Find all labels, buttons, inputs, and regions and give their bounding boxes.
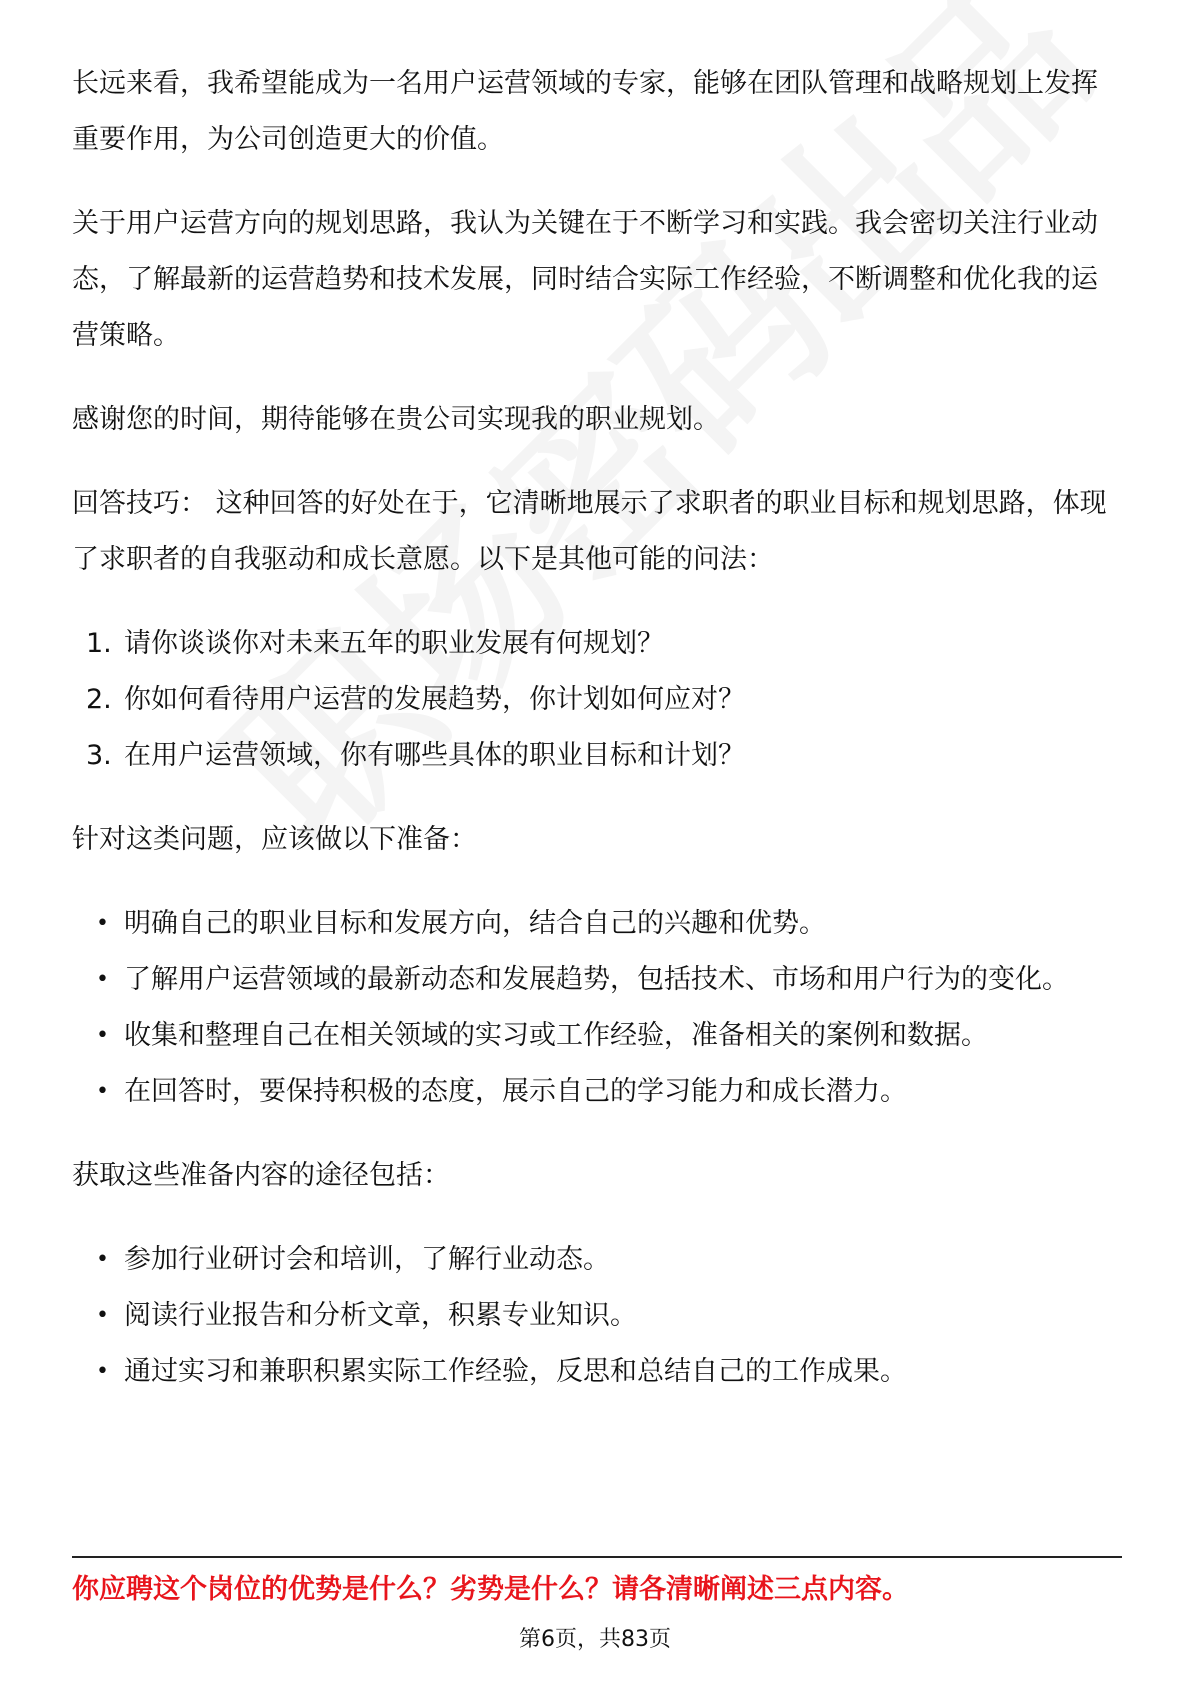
list-number: 2. bbox=[86, 684, 112, 715]
list-item-text: 通过实习和兼职积累实际工作经验，反思和总结自己的工作成果。 bbox=[124, 1356, 907, 1387]
page-content bbox=[72, 56, 1122, 1428]
list-item-text: 请你谈谈你对未来五年的职业发展有何规划？ bbox=[124, 628, 664, 659]
prep-heading: 针对这类问题，应该做以下准备： bbox=[72, 824, 477, 855]
paragraph-long-term-goal: 长远来看，我希望能成为一名用户运营领域的专家，能够在团队管理和战略规划上发挥重要作用，为公司创造更大的价值。 bbox=[72, 68, 1098, 155]
page-footer: 第6页，共83页 bbox=[519, 1627, 671, 1652]
list-number: 1. bbox=[86, 628, 112, 659]
list-item bbox=[72, 1232, 1122, 1288]
list-item-text: 在用户运营领域，你有哪些具体的职业目标和计划？ bbox=[124, 740, 745, 771]
list-item bbox=[72, 1344, 1122, 1400]
list-item-text: 了解用户运营领域的最新动态和发展趋势，包括技术、市场和用户行为的变化。 bbox=[124, 964, 1069, 995]
section-divider bbox=[72, 1556, 1122, 1558]
ways-list bbox=[72, 1232, 1122, 1400]
alternate-questions-list bbox=[72, 616, 1122, 784]
bullet-icon: • bbox=[96, 1303, 109, 1328]
bullet-icon: • bbox=[96, 1079, 109, 1104]
bullet-icon: • bbox=[96, 1247, 109, 1272]
bullet-icon: • bbox=[96, 967, 109, 992]
list-item bbox=[72, 952, 1122, 1008]
paragraph-thanks: 感谢您的时间，期待能够在贵公司实现我的职业规划。 bbox=[72, 404, 720, 435]
list-item bbox=[72, 672, 1122, 728]
list-item bbox=[72, 896, 1122, 952]
list-item bbox=[72, 728, 1122, 784]
paragraph-planning-approach: 关于用户运营方向的规划思路，我认为关键在于不断学习和实践。我会密切关注行业动态，了解最新的运营趋势和技术发展，同时结合实际工作经验，不断调整和优化我的运营策略。 bbox=[72, 208, 1098, 351]
list-number: 3. bbox=[86, 740, 112, 771]
list-item-text: 阅读行业报告和分析文章，积累专业知识。 bbox=[124, 1300, 637, 1331]
next-question-heading: 你应聘这个岗位的优势是什么？劣势是什么？请各清晰阐述三点内容。 bbox=[72, 1574, 909, 1605]
list-item bbox=[72, 1064, 1122, 1120]
paragraph-answer-tips: 回答技巧： 这种回答的好处在于，它清晰地展示了求职者的职业目标和规划思路，体现了求职者的自我驱动和成长意愿。以下是其他可能的问法： bbox=[72, 488, 1107, 575]
ways-heading: 获取这些准备内容的途径包括： bbox=[72, 1160, 450, 1191]
bullet-icon: • bbox=[96, 1023, 109, 1048]
list-item-text: 收集和整理自己在相关领域的实习或工作经验，准备相关的案例和数据。 bbox=[124, 1020, 988, 1051]
list-item-text: 明确自己的职业目标和发展方向，结合自己的兴趣和优势。 bbox=[124, 908, 826, 939]
list-item bbox=[72, 1288, 1122, 1344]
list-item-text: 参加行业研讨会和培训，了解行业动态。 bbox=[124, 1244, 610, 1275]
list-item bbox=[72, 616, 1122, 672]
bullet-icon: • bbox=[96, 911, 109, 936]
prep-list bbox=[72, 896, 1122, 1120]
list-item bbox=[72, 1008, 1122, 1064]
bullet-icon: • bbox=[96, 1359, 109, 1384]
list-item-text: 你如何看待用户运营的发展趋势，你计划如何应对？ bbox=[124, 684, 745, 715]
list-item-text: 在回答时，要保持积极的态度，展示自己的学习能力和成长潜力。 bbox=[124, 1076, 907, 1107]
